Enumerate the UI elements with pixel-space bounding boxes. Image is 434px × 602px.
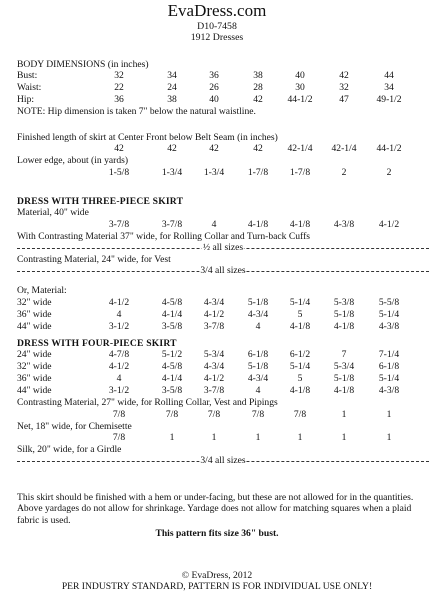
body-dimensions-heading: BODY DIMENSIONS (in inches) — [17, 59, 149, 70]
yards-value: 4-3/8 — [333, 218, 355, 230]
footer — [0, 570, 434, 593]
yards-value: 7/8 — [207, 408, 221, 420]
lower-edge-row — [0, 167, 434, 179]
size-value: 38 — [167, 94, 177, 106]
yards-value: 4-3/4 — [247, 308, 269, 320]
yards-value: 4-1/8 — [333, 385, 355, 397]
length-value: 42 — [209, 143, 219, 155]
yards-value: 1 — [255, 431, 261, 443]
hip-note: NOTE: Hip dimension is taken 7" below the natural waistline. — [17, 106, 256, 118]
yards-value: 7-1/4 — [378, 349, 400, 361]
yards-value: 5-1/4 — [289, 361, 311, 373]
yards-value: 1-7/8 — [289, 166, 311, 178]
yards-value: 4 — [116, 308, 122, 320]
yards-value: 5-1/8 — [247, 361, 269, 373]
yards-value: 4 — [255, 385, 261, 397]
yards-value: 1 — [341, 408, 347, 420]
four-piece-section — [0, 338, 434, 467]
body-row-hip — [0, 94, 434, 106]
yards-value: 4-3/4 — [203, 361, 225, 373]
lower-edge-label: Lower edge, about (in yards) — [17, 155, 129, 167]
row-label: Bust: — [17, 70, 38, 82]
three-piece-heading: DRESS WITH THREE-PIECE SKIRT — [17, 196, 184, 207]
three-piece-section — [0, 196, 434, 333]
skirt-length-row — [0, 143, 434, 155]
row-label: 32" wide — [17, 361, 52, 373]
yards-value: 7/8 — [165, 408, 179, 420]
contrast-collar-label: With Contrasting Material 37" wide, for Rolling Collar and Turn-back Cuffs — [17, 230, 310, 242]
yards-value: 1-7/8 — [247, 166, 269, 178]
length-value: 42-1/4 — [287, 143, 313, 155]
yards-value: 3-7/8 — [161, 218, 183, 230]
yards-value: 4 — [116, 373, 122, 385]
yards-value: 2 — [386, 166, 392, 178]
size-value: 36 — [114, 94, 124, 106]
yards-value: 4-7/8 — [108, 349, 130, 361]
material-label: Material, 40" wide — [17, 207, 89, 219]
or-row-36 — [0, 309, 434, 321]
yards-value: 7 — [341, 349, 347, 361]
yards-value: 4-5/8 — [161, 361, 183, 373]
size-value: 32 — [339, 82, 349, 94]
yards-value: 4-1/8 — [289, 385, 311, 397]
four-row-44 — [0, 385, 434, 397]
yards-value: 1 — [386, 431, 392, 443]
yards-value: 7/8 — [251, 408, 265, 420]
yards-value: 1 — [169, 431, 175, 443]
four-row-32 — [0, 361, 434, 373]
hem-note: This skirt should be finished with a hem or under-facing, but these are not allowed for in the quantities. — [17, 492, 414, 503]
yards-value: 5-5/8 — [378, 296, 400, 308]
size-value: 26 — [209, 82, 219, 94]
or-row-32 — [0, 297, 434, 309]
yards-value: 4-3/4 — [203, 296, 225, 308]
yards-value: 6-1/2 — [289, 349, 311, 361]
yards-value: 1 — [211, 431, 217, 443]
copyright: © EvaDress, 2012 — [181, 570, 253, 581]
length-value: 42 — [114, 143, 124, 155]
yards-value: 7/8 — [293, 408, 307, 420]
yards-value: 5 — [297, 308, 303, 320]
document-header — [0, 2, 434, 44]
size-value: 22 — [114, 82, 124, 94]
size-value: 32 — [114, 70, 124, 82]
yards-value: 1 — [297, 431, 303, 443]
yards-value: 1 — [386, 408, 392, 420]
or-row-44 — [0, 321, 434, 333]
size-value: 40 — [295, 70, 305, 82]
yards-value: 1 — [341, 431, 347, 443]
yards-value: 4 — [255, 320, 261, 332]
yards-value: 4 — [211, 218, 217, 230]
body-row-bust — [0, 70, 434, 82]
yards-value: 4-1/8 — [247, 218, 269, 230]
fit-note: This pattern fits size 36" bust. — [155, 527, 279, 539]
yards-value: 5-1/4 — [289, 296, 311, 308]
size-value: 34 — [167, 70, 177, 82]
yards-value: 4-1/8 — [289, 320, 311, 332]
body-row-waist — [0, 82, 434, 94]
row-label: 44" wide — [17, 320, 52, 332]
yards-value: 6-1/8 — [247, 349, 269, 361]
or-material-label: Or, Material: — [17, 285, 67, 297]
yards-value: 3-5/8 — [161, 385, 183, 397]
size-value: 44-1/2 — [287, 94, 313, 106]
size-value: 49-1/2 — [376, 94, 402, 106]
yards-value: 6-1/8 — [378, 361, 400, 373]
yards-value: 3-7/8 — [108, 218, 130, 230]
size-value: 38 — [253, 70, 263, 82]
skirt-length-heading: Finished length of skirt at Center Front below Belt Seam (in inches) — [17, 132, 278, 143]
yards-value: 5-3/8 — [333, 296, 355, 308]
row-label: 36" wide — [17, 373, 52, 385]
yards-value: 3-1/2 — [108, 320, 130, 332]
all-sizes-value: ½ all sizes — [202, 241, 244, 253]
pattern-page — [0, 2, 434, 602]
size-value: 36 — [209, 70, 219, 82]
four-row-36 — [0, 373, 434, 385]
four-row-24 — [0, 349, 434, 361]
yards-value: 5-3/4 — [333, 361, 355, 373]
row-label: 36" wide — [17, 308, 52, 320]
notes-section — [0, 492, 434, 539]
net-row — [0, 432, 434, 444]
yards-value: 5-1/8 — [333, 308, 355, 320]
yards-value: 1-3/4 — [161, 166, 183, 178]
vest-all-sizes — [17, 265, 429, 277]
silk-label: Silk, 20" wide, for a Girdle — [17, 443, 122, 455]
yards-value: 4-1/4 — [161, 373, 183, 385]
yards-value: 4-1/8 — [333, 320, 355, 332]
skirt-length-section — [0, 132, 434, 179]
length-value: 42-1/4 — [331, 143, 357, 155]
four-piece-heading: DRESS WITH FOUR-PIECE SKIRT — [17, 338, 177, 349]
yards-value: 4-5/8 — [161, 296, 183, 308]
length-value: 44-1/2 — [376, 143, 402, 155]
all-sizes-value: 3/4 all sizes — [200, 455, 246, 467]
size-value: 24 — [167, 82, 177, 94]
yards-value: 5 — [297, 373, 303, 385]
yards-value: 1-5/8 — [108, 166, 130, 178]
size-value: 42 — [253, 94, 263, 106]
size-value: 40 — [209, 94, 219, 106]
size-value: 42 — [339, 70, 349, 82]
yards-value: 7/8 — [112, 408, 126, 420]
yards-value: 3-7/8 — [203, 385, 225, 397]
shrinkage-note: Above yardages do not allow for shrinkage. Yardage does not allow for matching squares when a plaid fabric is used. — [17, 503, 412, 526]
yards-value: 1-3/4 — [203, 166, 225, 178]
yards-value: 3-1/2 — [108, 385, 130, 397]
yards-value: 5-1/8 — [247, 296, 269, 308]
yards-value: 5-3/4 — [203, 349, 225, 361]
net-label: Net, 18" wide, for Chemisette — [17, 420, 132, 432]
yards-value: 3-7/8 — [203, 320, 225, 332]
yards-value: 4-1/2 — [378, 218, 400, 230]
pattern-subtitle: 1912 Dresses — [190, 32, 244, 44]
row-label: 24" wide — [17, 349, 52, 361]
vest-label: Contrasting Material, 24" wide, for Vest — [17, 253, 171, 265]
yards-value: 4-3/4 — [247, 373, 269, 385]
row-label: Hip: — [17, 94, 35, 106]
yards-value: 4-1/2 — [203, 373, 225, 385]
yards-value: 4-3/8 — [378, 320, 400, 332]
usage-notice: PER INDUSTRY STANDARD, PATTERN IS FOR INDIVIDUAL USE ONLY! — [61, 581, 373, 593]
yards-value: 2 — [341, 166, 347, 178]
contrast-all-sizes — [17, 242, 429, 254]
size-value: 28 — [253, 82, 263, 94]
yards-value: 4-1/2 — [108, 361, 130, 373]
yards-value: 7/8 — [112, 431, 126, 443]
row-label: 32" wide — [17, 296, 52, 308]
yards-value: 5-1/2 — [161, 349, 183, 361]
size-value: 47 — [339, 94, 349, 106]
size-value: 34 — [384, 82, 394, 94]
row-label: 44" wide — [17, 385, 52, 397]
row-label: Waist: — [17, 82, 42, 94]
all-sizes-value: 3/4 all sizes — [200, 265, 246, 277]
yards-value: 4-1/4 — [161, 308, 183, 320]
yards-value: 3-5/8 — [161, 320, 183, 332]
length-value: 42 — [167, 143, 177, 155]
contrast-pipings-row — [0, 409, 434, 421]
yards-value: 5-1/4 — [378, 373, 400, 385]
length-value: 42 — [253, 143, 263, 155]
pattern-code: D10-7458 — [197, 20, 237, 32]
brand-title: EvaDress.com — [167, 1, 267, 20]
size-value: 44 — [384, 70, 394, 82]
yards-value: 5-1/4 — [378, 308, 400, 320]
yards-value: 4-1/8 — [289, 218, 311, 230]
material-row — [0, 219, 434, 231]
body-dimensions-section — [0, 59, 434, 118]
yards-value: 4-1/2 — [108, 296, 130, 308]
yards-value: 4-3/8 — [378, 385, 400, 397]
yards-value: 4-1/2 — [203, 308, 225, 320]
yards-value: 5-1/8 — [333, 373, 355, 385]
size-value: 30 — [295, 82, 305, 94]
contrast-pipings-label: Contrasting Material, 27" wide, for Rolling Collar, Vest and Pipings — [17, 397, 278, 409]
silk-all-sizes — [17, 455, 429, 467]
